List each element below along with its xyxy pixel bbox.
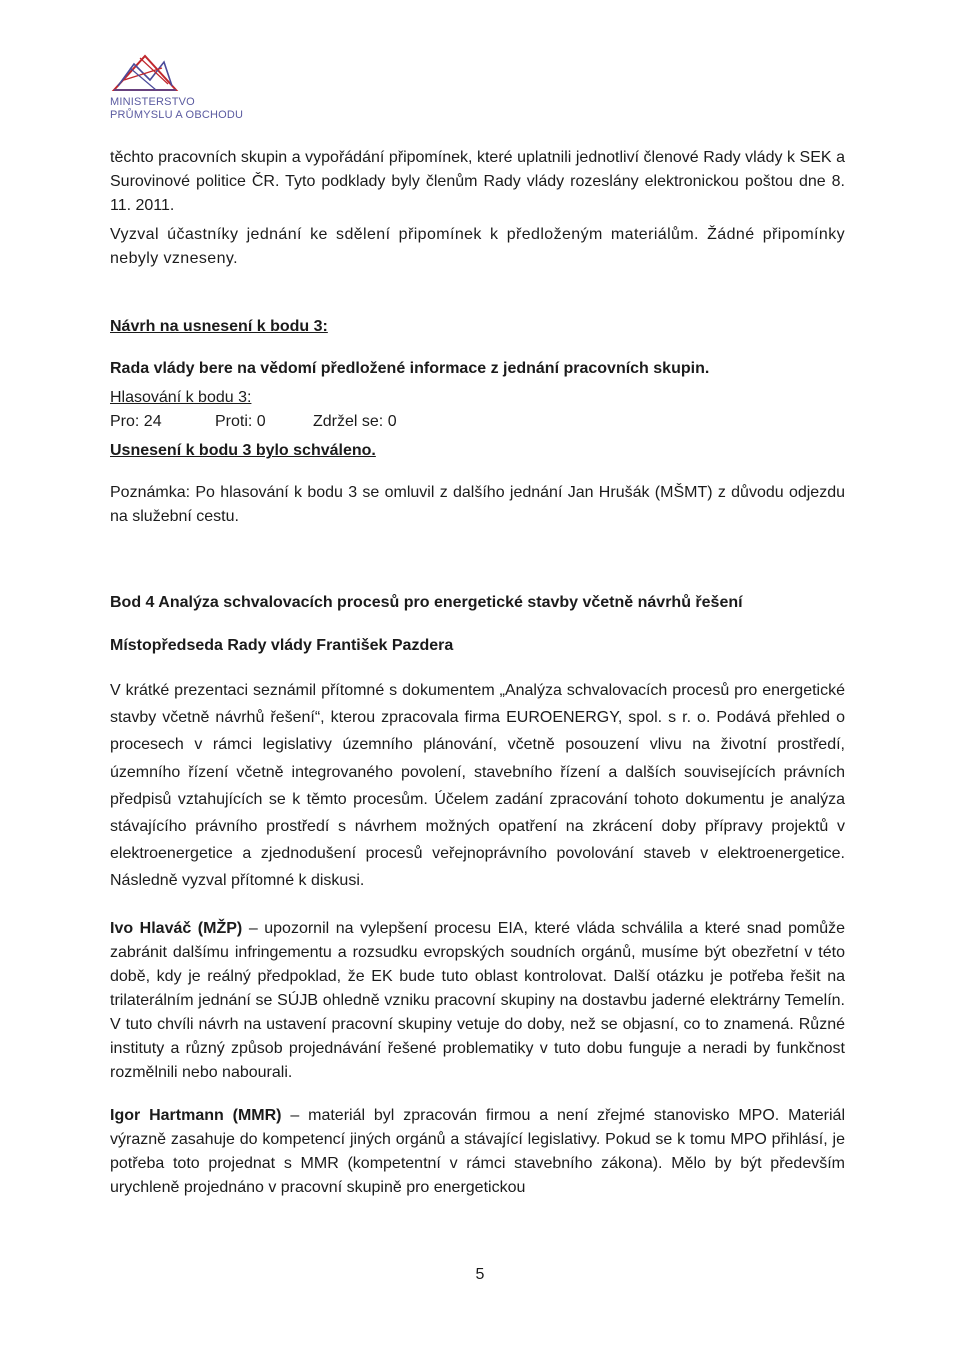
vote-counts xyxy=(110,410,845,434)
document-body xyxy=(110,146,845,1200)
discussion-text-hartmann: – materiál byl zpracován firmou a není zřejmé stanovisko MPO. Materiál výrazně zasahuje do kompetencí jiných orgánů a stávající legislativy. Pokud se k tomu MPO přihlásí, je potřeba toto projednat s MMR (kompetentní v rámci stavebního zákona). Mělo by být především urychleně projednáno v pracovní skupině pro energetickou xyxy=(110,1106,846,1196)
logo-text xyxy=(110,96,260,122)
logo-line-2: PRŮMYSLU A OBCHODU xyxy=(110,109,244,121)
ministry-logo xyxy=(110,50,260,122)
item4-body: V krátké prezentaci seznámil přítomné s dokumentem „Analýza schvalovacích procesů pro energetické stavby včetně návrhů řešení“, kterou zpracovala firma EUROENERGY, spol. s r. o. Podává přehled o procesech v rámci legislativy územního plánování, včetně posouzení vlivu na životní prostředí, územního řízení včetně integrovaného povolení, stavebního řízení a dalších souvisejících právních předpisů vztahujících se k těmto procesům. Účelem zadání zpracování tohoto dokumentu je analýza stávajícího právního prostředí s návrhem možných opatření na zkrácení doby přípravy projektů v elektroenergetice a zjednodušení procesů veřejnoprávního povolování staveb v elektroenergetice. Následně vyzval přítomné k diskusi. xyxy=(110,682,845,890)
intro-paragraph-2: Vyzval účastníky jednání ke sdělení připomínek k předloženým materiálům. Žádné připomínky nebyly vzneseny. xyxy=(110,226,845,267)
discussion-text-hlavac: – upozornil na vylepšení procesu EIA, které vláda schválila a které snad pomůže zabránit dalšímu infringementu a rozsudku evropských soudních orgánů, musíme být obezřetní v této době, kdy je reálný předpoklad, že EK bude tuto oblast kontrolovat. Další otázku je potřeba řešit na trilaterálním jednání se SÚJB ohledně vzniku pracovní skupiny na dostavbu jaderné elektrárny Temelín. V tuto chvíli návrh na ustavení pracovní skupiny vetuje do doby, než se objasní, co to znamená. Různé instituty a různý způsob projednávání řešené problematiky v tuto dobu funguje a neradi by funkčnost rozmělnili nebo nabourali. xyxy=(110,919,846,1081)
discussion-entry-hlavac xyxy=(110,917,845,1085)
vote-proti: Proti: 0 xyxy=(215,413,266,430)
intro-paragraph-1: těchto pracovních skupin a vypořádání připomínek, které uplatnili jednotliví členové Rady vlády k SEK a Surovinové politice ČR. Tyto podklady byly členům Rady vlády rozeslány elektronickou poštou dne 8. 11. 2011. xyxy=(110,149,845,214)
vote-result: Usnesení k bodu 3 bylo schváleno. xyxy=(110,442,376,459)
vote-pro: Pro: 24 xyxy=(110,413,162,430)
proposal-heading: Návrh na usnesení k bodu 3: xyxy=(110,318,328,335)
logo-line-1: MINISTERSTVO xyxy=(110,96,195,108)
item4-speaker: Místopředseda Rady vlády František Pazdera xyxy=(110,637,454,654)
item4-heading: Bod 4 Analýza schvalovacích procesů pro energetické stavby včetně návrhů řešení xyxy=(110,594,743,611)
discussion-speaker-hlavac: Ivo Hlaváč (MŽP) xyxy=(110,919,243,937)
vote-heading: Hlasování k bodu 3: xyxy=(110,389,252,406)
note-paragraph: Poznámka: Po hlasování k bodu 3 se omluvil z dalšího jednání Jan Hrušák (MŠMT) z důvodu odjezdu na služební cestu. xyxy=(110,484,845,525)
ministry-emblem-icon xyxy=(110,50,180,94)
proposal-text: Rada vlády bere na vědomí předložené informace z jednání pracovních skupin. xyxy=(110,360,710,377)
vote-zdrzel: Zdržel se: 0 xyxy=(313,413,397,430)
discussion-entry-hartmann xyxy=(110,1104,845,1200)
page-number: 5 xyxy=(475,1266,485,1283)
discussion-speaker-hartmann: Igor Hartmann (MMR) xyxy=(110,1106,282,1124)
